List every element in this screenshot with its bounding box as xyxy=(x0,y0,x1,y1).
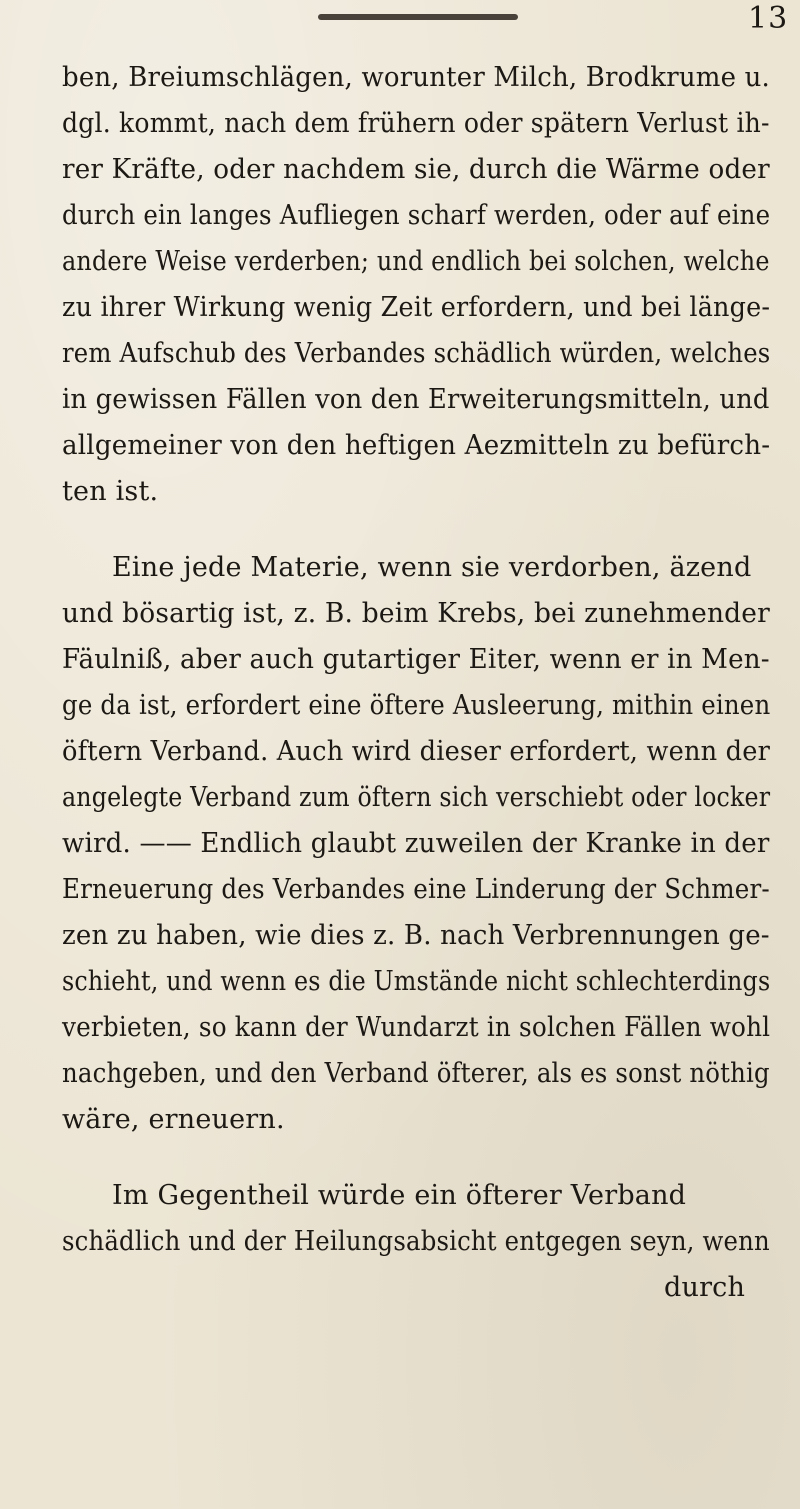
text-line: Fäulniß, aber auch gutartiger Eiter, wenn er in Men- xyxy=(62,644,770,675)
text-line: angelegte Verband zum öftern sich verschiebt oder locker xyxy=(62,782,771,813)
text-line: ge da ist, erfordert eine öftere Ausleerung, mithin einen xyxy=(62,690,771,721)
text-line: in gewissen Fällen von den Erweiterungsmitteln, und xyxy=(62,384,770,415)
text-line: andere Weise verderben; und endlich bei solchen, welche xyxy=(62,246,770,277)
text-line: ben, Breiumschlägen, worunter Milch, Brodkrume u. xyxy=(62,62,770,93)
text-line: dgl. kommt, nach dem frühern oder spätern Verlust ih- xyxy=(62,108,770,139)
text-line: öftern Verband. Auch wird dieser erfordert, wenn der xyxy=(62,736,771,767)
text-line: rem Aufschub des Verbandes schädlich würden, welches xyxy=(62,338,771,369)
text-line: ten ist. xyxy=(62,476,159,507)
text-line: schädlich und der Heilungsabsicht entgegen seyn, wenn xyxy=(62,1226,770,1257)
text-line: zen zu haben, wie dies z. B. nach Verbrennungen ge- xyxy=(62,920,770,951)
page-number: 13 xyxy=(748,1,789,36)
text-line: schieht, und wenn es die Umstände nicht schlechterdings xyxy=(62,966,771,997)
text-line: wird. —— Endlich glaubt zuweilen der Kranke in der xyxy=(62,828,770,859)
text-line: verbieten, so kann der Wundarzt in solchen Fällen wohl xyxy=(62,1012,771,1043)
text-line: Im Gegentheil würde ein öfterer Verband xyxy=(112,1180,687,1211)
header-rule xyxy=(318,14,518,20)
text-line: zu ihrer Wirkung wenig Zeit erfordern, und bei länge- xyxy=(62,292,771,323)
text-line: allgemeiner von den heftigen Aezmitteln zu befürch- xyxy=(62,430,771,461)
text-line: rer Kräfte, oder nachdem sie, durch die Wärme oder xyxy=(62,154,770,185)
text-line: Erneuerung des Verbandes eine Linderung der Schmer- xyxy=(62,874,770,905)
text-line: durch ein langes Aufliegen scharf werden, oder auf eine xyxy=(62,200,771,231)
text-line: nachgeben, und den Verband öfterer, als es sonst nöthig xyxy=(62,1058,770,1089)
catchword: durch xyxy=(664,1272,746,1303)
text-line: und bösartig ist, z. B. beim Krebs, bei zunehmender xyxy=(62,598,770,629)
text-line: wäre, erneuern. xyxy=(62,1104,285,1135)
text-line: Eine jede Materie, wenn sie verdorben, äzend xyxy=(112,552,752,583)
